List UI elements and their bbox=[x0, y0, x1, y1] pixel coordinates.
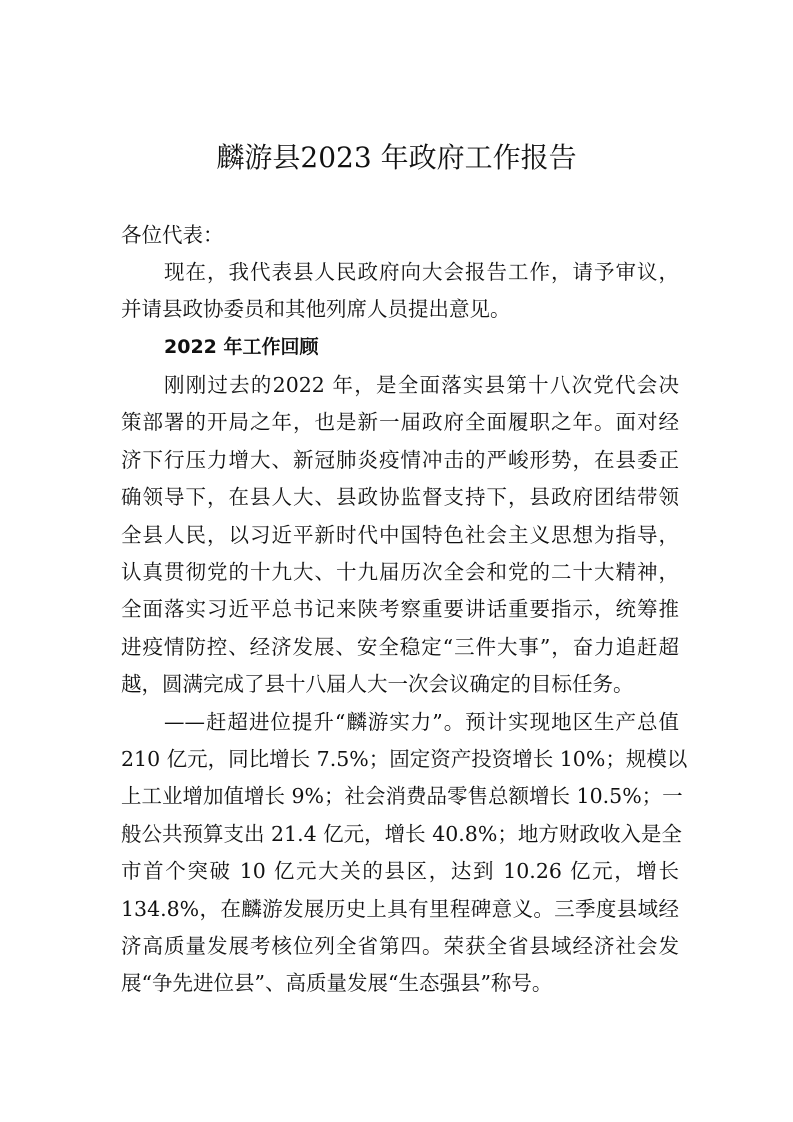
section-heading: 2022 年工作回顾 bbox=[164, 336, 319, 358]
paragraph-line: 越，圆满完成了县十八届人大一次会议确定的目标任务。 bbox=[121, 672, 634, 696]
paragraph-line: 进疫情防控、经济发展、安全稳定“三件大事”，奋力追赶超 bbox=[121, 635, 679, 659]
paragraph-line: 上工业增加值增长 9%；社会消费品零售总额增长 10.5%；一 bbox=[121, 784, 683, 808]
intro-line: 并请县政协委员和其他列席人员提出意见。 bbox=[121, 297, 511, 321]
salutation: 各位代表： bbox=[121, 223, 224, 247]
paragraph-line: 确领导下，在县人大、县政协监督支持下，县政府团结带领 bbox=[121, 485, 679, 509]
paragraph-line: 134.8%，在麟游发展历史上具有里程碑意义。三季度县域经 bbox=[121, 897, 679, 921]
paragraph-line: 市首个突破 10 亿元大关的县区，达到 10.26 亿元，增长 bbox=[121, 859, 679, 883]
paragraph-line: 认真贯彻党的十九大、十九届历次全会和党的二十大精神， bbox=[121, 560, 679, 584]
paragraph-line: 刚刚过去的2022 年，是全面落实县第十八次党代会决 bbox=[164, 373, 679, 397]
paragraph-line: 全县人民，以习近平新时代中国特色社会主义思想为指导， bbox=[121, 523, 679, 547]
paragraph-line: 210 亿元，同比增长 7.5%；固定资产投资增长 10%；规模以 bbox=[121, 747, 688, 771]
paragraph-line: 济下行压力增大、新冠肺炎疫情冲击的严峻形势，在县委正 bbox=[121, 448, 679, 472]
paragraph-line: 展“争先进位县”、高质量发展“生态强县”称号。 bbox=[121, 971, 553, 995]
paragraph-line: 般公共预算支出 21.4 亿元，增长 40.8%；地方财政收入是全 bbox=[121, 822, 682, 846]
paragraph-line: 策部署的开局之年，也是新一届政府全面履职之年。面对经 bbox=[121, 410, 679, 434]
paragraph-line: ——赶超进位提升“麟游实力”。预计实现地区生产总值 bbox=[164, 710, 679, 734]
paragraph-line: 全面落实习近平总书记来陕考察重要讲话重要指示，统筹推 bbox=[121, 597, 679, 621]
document-title: 麟游县2023 年政府工作报告 bbox=[216, 141, 577, 174]
intro-line: 现在，我代表县人民政府向大会报告工作，请予审议， bbox=[164, 260, 679, 284]
paragraph-line: 济高质量发展考核位列全省第四。荣获全省县域经济社会发 bbox=[121, 934, 679, 958]
